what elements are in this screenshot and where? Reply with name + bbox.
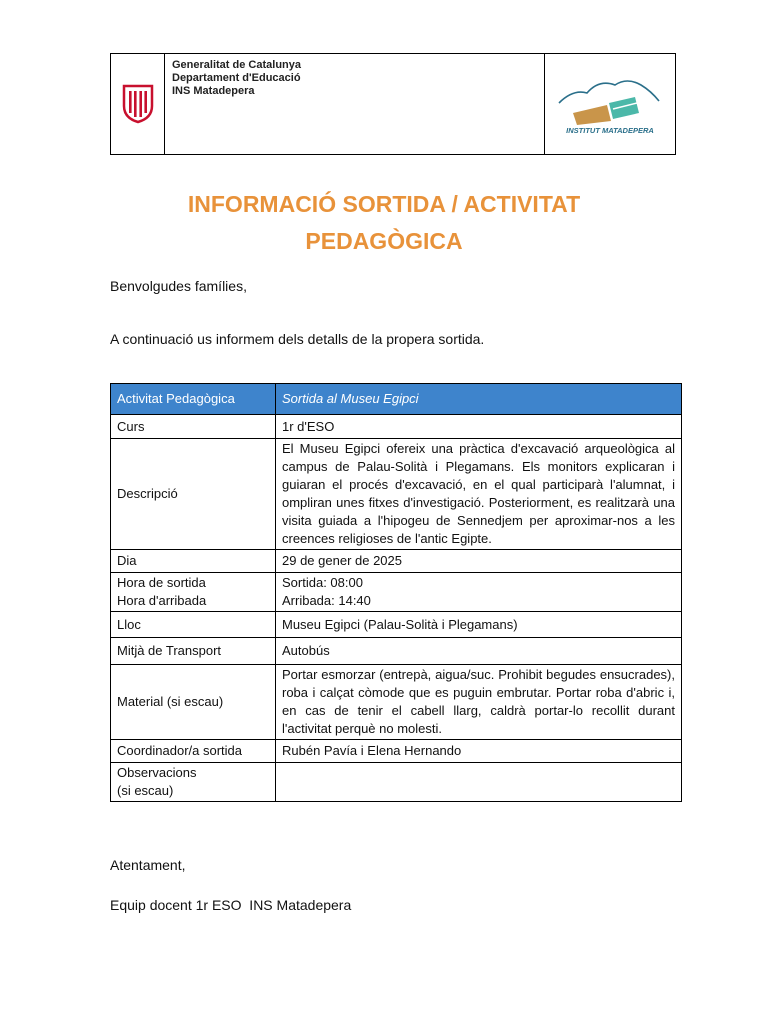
school-line: INS Matadepera <box>172 85 255 97</box>
activity-value: Sortida al Museu Egipci <box>276 384 682 415</box>
curs-label: Curs <box>111 415 276 439</box>
dia-label: Dia <box>111 550 276 573</box>
activity-info-table <box>110 383 682 802</box>
hora-arribada-label: Hora d'arribada <box>117 593 207 608</box>
organization-block <box>165 54 545 154</box>
closing: Atentament, <box>110 857 186 873</box>
table-row-observacions <box>111 763 682 802</box>
transport-label: Mitjà de Transport <box>111 638 276 665</box>
transport-value: Autobús <box>276 638 682 665</box>
lloc-label: Lloc <box>111 612 276 638</box>
signature: Equip docent 1r ESO INS Matadepera <box>110 897 352 913</box>
observacions-value <box>276 763 682 802</box>
table-row-transport <box>111 638 682 665</box>
page-title <box>110 186 658 260</box>
hora-label <box>111 573 276 612</box>
document-header <box>110 53 676 155</box>
table-row-descripcio <box>111 439 682 550</box>
lloc-value: Museu Egipci (Palau-Solità i Plegamans) <box>276 612 682 638</box>
table-row-lloc <box>111 612 682 638</box>
descripcio-label: Descripció <box>111 439 276 550</box>
school-logo-cell <box>545 54 675 154</box>
activity-label: Activitat Pedagògica <box>111 384 276 415</box>
table-row-hora <box>111 573 682 612</box>
hora-sortida-label: Hora de sortida <box>117 575 206 590</box>
table-row-curs <box>111 415 682 439</box>
table-header-row <box>111 384 682 415</box>
coordinador-label: Coordinador/a sortida <box>111 740 276 763</box>
department-line: Departament d'Educació <box>172 72 301 84</box>
dia-value: 29 de gener de 2025 <box>276 550 682 573</box>
hora-arribada-value: Arribada: 14:40 <box>282 593 371 608</box>
descripcio-value: El Museu Egipci ofereix una pràctica d'excavació arqueològica al campus de Palau-Solità i Plegamans. Els monitors explicaran i guiaran el procés d'excavació, en el qual participarà l'alumnat, i ompliran unes fitxes d'investigació. Posteriorment, es realitzarà una visita guiada a l'hipogeu de Sennedjem per aproximar-nos a les creences religioses de l'antic Egipte. <box>276 439 682 550</box>
coordinador-value: Rubén Pavía i Elena Hernando <box>276 740 682 763</box>
observacions-label-line-2: (si escau) <box>117 783 174 798</box>
generalitat-seal-cell <box>111 54 165 154</box>
institut-matadepera-logo <box>555 73 665 135</box>
observacions-label <box>111 763 276 802</box>
logo-text: INSTITUT MATADEPERA <box>566 126 654 135</box>
table-row-dia <box>111 550 682 573</box>
intro-text: A continuació us informem dels detalls de la propera sortida. <box>110 331 485 347</box>
greeting: Benvolgudes famílies, <box>110 278 247 294</box>
title-line-1: INFORMACIÓ SORTIDA / ACTIVITAT <box>187 191 581 217</box>
material-value: Portar esmorzar (entrepà, aigua/suc. Prohibit begudes ensucrades), roba i calçat còmode que es puguin embrutar. Portar roba d'abric i, en cas de tenir el cabell llarg, caldrà portar-lo recollit durant l'activitat perquè no molesti. <box>276 665 682 740</box>
material-label: Material (si escau) <box>111 665 276 740</box>
hora-sortida-value: Sortida: 08:00 <box>282 575 363 590</box>
title-line-2: PEDAGÒGICA <box>305 228 463 254</box>
hora-value <box>276 573 682 612</box>
table-row-material <box>111 665 682 740</box>
table-row-coordinador <box>111 740 682 763</box>
curs-value: 1r d'ESO <box>276 415 682 439</box>
observacions-label-line-1: Observacions <box>117 765 197 780</box>
org-name-line: Generalitat de Catalunya <box>172 59 301 71</box>
generalitat-seal-icon <box>120 84 156 124</box>
